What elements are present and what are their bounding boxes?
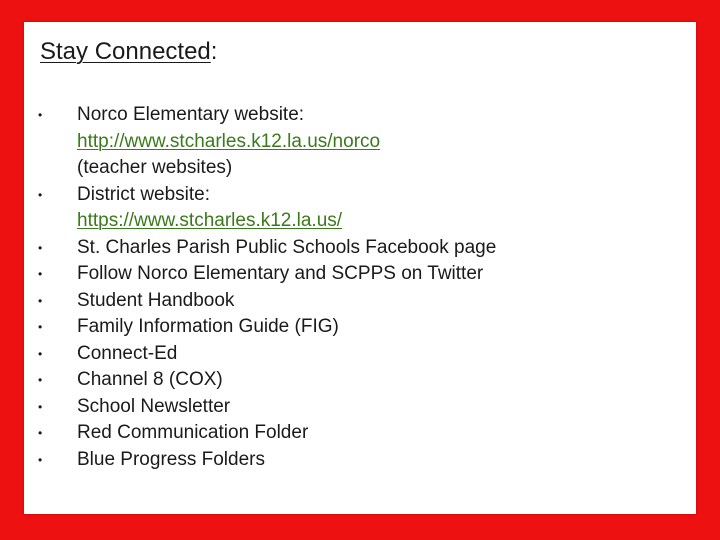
item-label: Follow Norco Elementary and SCPPS on Twitter <box>77 263 484 284</box>
item-label: Red Communication Folder <box>77 422 309 443</box>
item-label: District website: <box>77 183 211 205</box>
list-item-student-handbook <box>38 288 678 315</box>
list-item-norco-website <box>38 102 678 182</box>
bullet-icon: • <box>38 108 43 122</box>
list-item-facebook <box>38 235 678 262</box>
list-item-red-folder <box>38 420 678 447</box>
item-label: St. Charles Parish Public Schools Facebook page <box>77 236 497 258</box>
item-note: (teacher websites) <box>77 157 233 178</box>
bullet-icon: • <box>38 320 43 334</box>
list-item-twitter <box>38 261 678 288</box>
bullet-icon: • <box>38 187 43 202</box>
bullet-icon: • <box>38 293 43 308</box>
item-label: Connect-Ed <box>77 342 178 364</box>
list-item-family-guide <box>38 314 678 341</box>
norco-website-link[interactable]: http://www.stcharles.k12.la.us/norco <box>77 130 381 152</box>
item-label: Student Handbook <box>77 289 235 311</box>
item-label: Family Information Guide (FIG) <box>77 316 339 337</box>
bullet-list <box>38 102 678 473</box>
list-item-connect-ed <box>38 341 678 368</box>
list-item-school-newsletter <box>38 394 678 421</box>
item-label: Norco Elementary website: <box>77 104 305 125</box>
bullet-icon: • <box>38 346 43 361</box>
list-item-blue-folders <box>38 447 678 474</box>
bullet-icon: • <box>38 267 43 281</box>
bullet-icon: • <box>38 240 43 255</box>
bullet-icon: • <box>38 452 43 467</box>
item-label: School Newsletter <box>77 395 231 417</box>
slide-title-colon: : <box>210 38 218 65</box>
bullet-icon: • <box>38 426 43 440</box>
district-website-link[interactable]: https://www.stcharles.k12.la.us/ <box>77 210 343 231</box>
slide-title-text: Stay Connected <box>40 38 211 65</box>
item-label: Channel 8 (COX) <box>77 369 223 390</box>
list-item-channel-8 <box>38 367 678 394</box>
item-label: Blue Progress Folders <box>77 448 265 470</box>
bullet-icon: • <box>38 373 43 387</box>
slide-title <box>40 36 217 68</box>
list-item-district-website <box>38 182 678 235</box>
bullet-icon: • <box>38 399 43 414</box>
